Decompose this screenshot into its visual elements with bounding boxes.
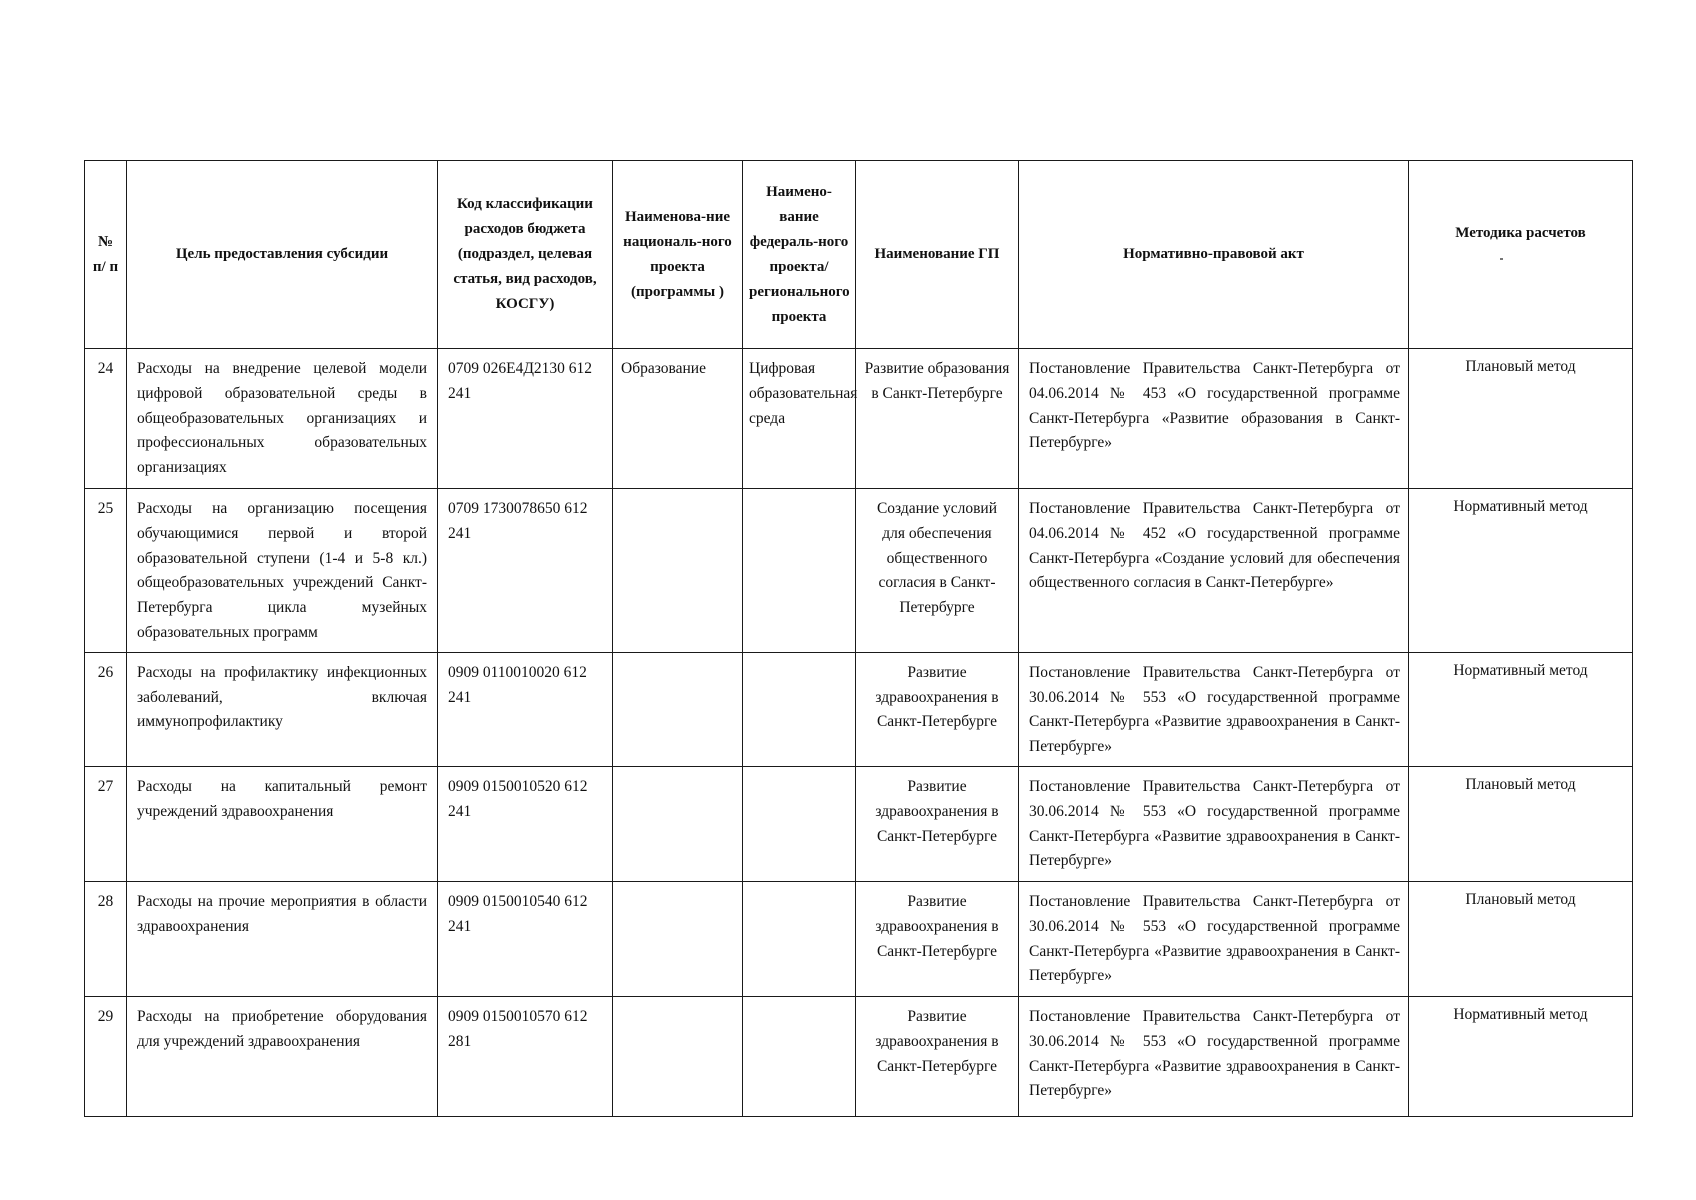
header-legal-act: Нормативно-правовой акт [1019, 161, 1409, 349]
row-num: 26 [85, 652, 127, 766]
row-gp: Развитие здравоохранения в Санкт-Петербурге [856, 766, 1019, 881]
row-purpose: Расходы на приобретение оборудования для учреждений здравоохранения [127, 996, 438, 1116]
row-purpose: Расходы на капитальный ремонт учреждений здравоохранения [127, 766, 438, 881]
row-method: Плановый метод [1409, 766, 1633, 881]
row-legal-act: Постановление Правительства Санкт-Петербурга от 30.06.2014 № 553 «О государственной программе Санкт-Петербурга «Развитие здравоохранения в Санкт-Петербурге» [1019, 652, 1409, 766]
header-purpose: Цель предоставления субсидии [127, 161, 438, 349]
table-row [85, 489, 1633, 653]
row-method: Плановый метод [1409, 349, 1633, 489]
row-num: 24 [85, 349, 127, 489]
row-code: 0909 0150010520 612 241 [438, 766, 613, 881]
row-gp: Развитие здравоохранения в Санкт-Петербурге [856, 881, 1019, 996]
row-code: 0909 0150010540 612 241 [438, 881, 613, 996]
subsidy-table [84, 160, 1633, 1117]
row-method: Нормативный метод [1409, 652, 1633, 766]
row-gp: Развитие образования в Санкт-Петербурге [856, 349, 1019, 489]
table-row [85, 881, 1633, 996]
row-method: Нормативный метод [1409, 489, 1633, 653]
row-legal-act: Постановление Правительства Санкт-Петербурга от 30.06.2014 № 553 «О государственной программе Санкт-Петербурга «Развитие здравоохранения в Санкт-Петербурге» [1019, 996, 1409, 1116]
table-row [85, 652, 1633, 766]
row-purpose: Расходы на внедрение целевой модели цифровой образовательной среды в общеобразовательных организациях и профессиональных образовательных организациях [127, 349, 438, 489]
row-federal-project [743, 996, 856, 1116]
row-national-project [613, 766, 743, 881]
row-legal-act: Постановление Правительства Санкт-Петербурга от 30.06.2014 № 553 «О государственной программе Санкт-Петербурга «Развитие здравоохранения в Санкт-Петербурге» [1019, 881, 1409, 996]
row-num: 27 [85, 766, 127, 881]
row-national-project: Образование [613, 349, 743, 489]
header-federal-project: Наимено-вание федераль-ного проекта/ регионального проекта [743, 161, 856, 349]
row-federal-project [743, 489, 856, 653]
header-num: № п/ п [85, 161, 127, 349]
row-purpose: Расходы на профилактику инфекционных заболеваний, включая иммунопрофилактику [127, 652, 438, 766]
row-gp: Развитие здравоохранения в Санкт-Петербурге [856, 996, 1019, 1116]
header-gp: Наименование ГП [856, 161, 1019, 349]
row-purpose: Расходы на прочие мероприятия в области здравоохранения [127, 881, 438, 996]
row-legal-act: Постановление Правительства Санкт-Петербурга от 04.06.2014 № 453 «О государственной программе Санкт-Петербурга «Развитие образования в Санкт-Петербурге» [1019, 349, 1409, 489]
row-method: Нормативный метод [1409, 996, 1633, 1116]
row-federal-project: Цифровая образовательная среда [743, 349, 856, 489]
row-legal-act: Постановление Правительства Санкт-Петербурга от 30.06.2014 № 553 «О государственной программе Санкт-Петербурга «Развитие здравоохранения в Санкт-Петербурге» [1019, 766, 1409, 881]
row-federal-project [743, 652, 856, 766]
table-row [85, 349, 1633, 489]
row-legal-act: Постановление Правительства Санкт-Петербурга от 04.06.2014 № 452 «О государственной программе Санкт-Петербурга «Создание условий для обеспечения общественного согласия в Санкт-Петербурге» [1019, 489, 1409, 653]
scan-speck [1500, 258, 1503, 260]
row-code: 0709 1730078650 612 241 [438, 489, 613, 653]
row-num: 28 [85, 881, 127, 996]
row-gp: Создание условий для обеспечения общественного согласия в Санкт-Петербурге [856, 489, 1019, 653]
header-national-project: Наименова-ние националь-ного проекта (программы ) [613, 161, 743, 349]
row-gp: Развитие здравоохранения в Санкт-Петербурге [856, 652, 1019, 766]
header-row [85, 161, 1633, 349]
header-method: Методика расчетов [1409, 161, 1633, 349]
row-purpose: Расходы на организацию посещения обучающимися первой и второй образовательной ступени (1-4 и 5-8 кл.) общеобразовательных учреждений Санкт-Петербурга цикла музейных образовательных программ [127, 489, 438, 653]
header-code: Код классификации расходов бюджета (подраздел, целевая статья, вид расходов, КОСГУ) [438, 161, 613, 349]
row-national-project [613, 652, 743, 766]
row-code: 0909 0150010570 612 281 [438, 996, 613, 1116]
table-row [85, 996, 1633, 1116]
row-method: Плановый метод [1409, 881, 1633, 996]
row-num: 29 [85, 996, 127, 1116]
row-national-project [613, 489, 743, 653]
table-row [85, 766, 1633, 881]
row-num: 25 [85, 489, 127, 653]
row-federal-project [743, 881, 856, 996]
row-code: 0709 026Е4Д2130 612 241 [438, 349, 613, 489]
row-national-project [613, 881, 743, 996]
row-national-project [613, 996, 743, 1116]
row-federal-project [743, 766, 856, 881]
row-code: 0909 0110010020 612 241 [438, 652, 613, 766]
